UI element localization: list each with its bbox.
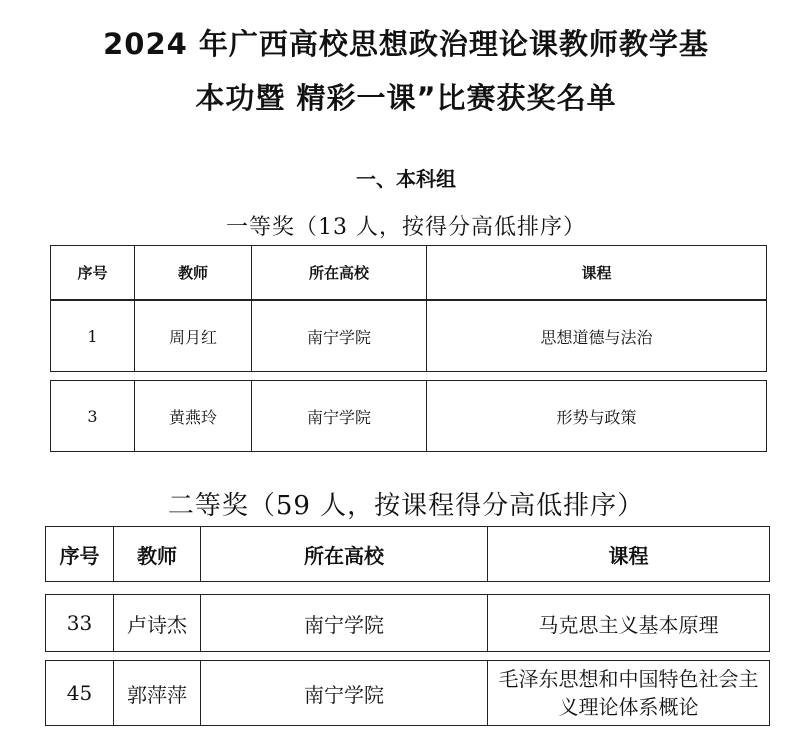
header-cell-number: 序号 <box>51 246 135 300</box>
second-prize-heading: 二等奖（59 人，按课程得分高低排序） <box>167 491 645 521</box>
header-cell-number: 序号 <box>46 527 114 582</box>
cell-course: 思想道德与法治 <box>427 301 767 372</box>
cell-school: 南宁学院 <box>201 661 488 726</box>
header-cell-teacher: 教师 <box>135 246 252 300</box>
cell-number: 33 <box>46 595 114 652</box>
header-cell-school: 所在高校 <box>201 527 488 582</box>
table-row <box>50 380 767 452</box>
second-prize-table-header <box>45 526 770 582</box>
table-row <box>50 300 767 372</box>
cell-number: 3 <box>51 381 135 452</box>
cell-school: 南宁学院 <box>252 301 427 372</box>
document-title-line-2: 本功暨 精彩一课”比赛获奖名单 <box>195 81 617 115</box>
table-row <box>45 594 770 652</box>
table-row <box>45 660 770 726</box>
cell-school: 南宁学院 <box>201 595 488 652</box>
header-cell-course: 课程 <box>427 246 767 300</box>
first-prize-table-header <box>50 245 767 300</box>
cell-teacher: 卢诗杰 <box>114 595 201 652</box>
cell-course: 马克思主义基本原理 <box>488 595 770 652</box>
cell-teacher: 周月红 <box>135 301 252 372</box>
cell-school: 南宁学院 <box>252 381 427 452</box>
cell-course: 形势与政策 <box>427 381 767 452</box>
cell-teacher: 郭萍萍 <box>114 661 201 726</box>
cell-number: 1 <box>51 301 135 372</box>
header-cell-course: 课程 <box>488 527 770 582</box>
header-cell-teacher: 教师 <box>114 527 201 582</box>
first-prize-heading: 一等奖（13 人，按得分高低排序） <box>226 215 586 240</box>
section-heading: 一、本科组 <box>356 167 456 191</box>
header-cell-school: 所在高校 <box>252 246 427 300</box>
cell-number: 45 <box>46 661 114 726</box>
cell-course: 毛泽东思想和中国特色社会主义理论体系概论 <box>488 661 770 726</box>
cell-teacher: 黄燕玲 <box>135 381 252 452</box>
document-title-line-1: 2024 年广西高校思想政治理论课教师教学基 <box>103 27 709 61</box>
